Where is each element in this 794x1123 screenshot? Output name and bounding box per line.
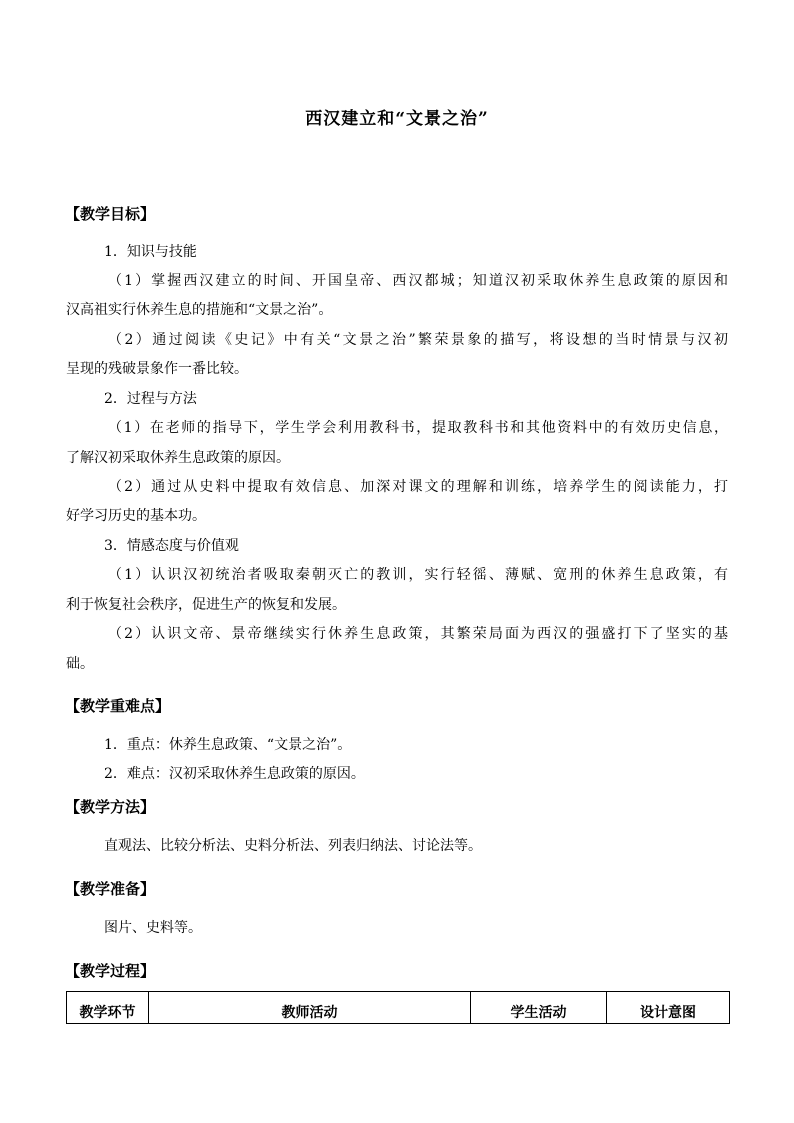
objective-3-title: 3．情感态度与价值观 [104,538,239,554]
objective-2-2-line1: （2）通过从史料中提取有效信息、加深对课文的理解和训练，培养学生的阅读能力，打 [108,479,728,495]
column-header-teacher-activity: 教师活动 [149,992,471,1024]
table-header-row [67,992,730,1024]
column-header-student-activity: 学生活动 [471,992,607,1024]
methods-text: 直观法、比较分析法、史料分析法、列表归纳法、讨论法等。 [104,838,482,854]
objective-1-1-line1: （1）掌握西汉建立的时间、开国皇帝、西汉都城；知道汉初采取休养生息政策的原因和 [108,273,728,289]
methods-heading: 【教学方法】 [65,798,156,816]
objective-3-1-line2: 利于恢复社会秩序，促进生产的恢复和发展。 [66,597,346,613]
keypoints-heading: 【教学重难点】 [65,697,171,715]
keypoint-focus: 1．重点：休养生息政策、“文景之治”。 [104,737,352,753]
document-title: 西汉建立和“文景之治” [305,109,489,129]
objective-1-title: 1．知识与技能 [104,244,197,260]
preparation-heading: 【教学准备】 [65,880,156,898]
objective-2-1-line2: 了解汉初采取休养生息政策的原因。 [66,450,290,466]
column-header-design-intent: 设计意图 [607,992,730,1024]
objective-1-2-line2: 呈现的残破景象作一番比较。 [66,361,248,377]
objective-3-2-line2: 础。 [66,656,94,672]
objective-2-1-line1: （1）在老师的指导下，学生学会利用教科书，提取教科书和其他资料中的有效历史信息， [108,420,728,436]
objective-2-title: 2．过程与方法 [104,391,197,407]
objective-1-1-line2: 汉高祖实行休养生息的措施和“文景之治”。 [66,302,333,318]
process-heading: 【教学过程】 [65,962,156,980]
keypoint-difficulty: 2．难点：汉初采取休养生息政策的原因。 [104,766,365,782]
objective-3-2-line1: （2）认识文帝、景帝继续实行休养生息政策，其繁荣局面为西汉的强盛打下了坚实的基 [108,626,728,642]
column-header-stage: 教学环节 [67,992,149,1024]
preparation-text: 图片、史料等。 [104,920,202,936]
objectives-heading: 【教学目标】 [65,205,156,223]
process-table [66,991,730,1024]
objective-3-1-line1: （1）认识汉初统治者吸取秦朝灭亡的教训，实行轻徭、薄赋、宽刑的休养生息政策，有 [108,567,728,583]
objective-2-2-line2: 好学习历史的基本功。 [66,508,206,524]
objective-1-2-line1: （2）通过阅读《史记》中有关“文景之治”繁荣景象的描写，将设想的当时情景与汉初 [108,332,728,348]
